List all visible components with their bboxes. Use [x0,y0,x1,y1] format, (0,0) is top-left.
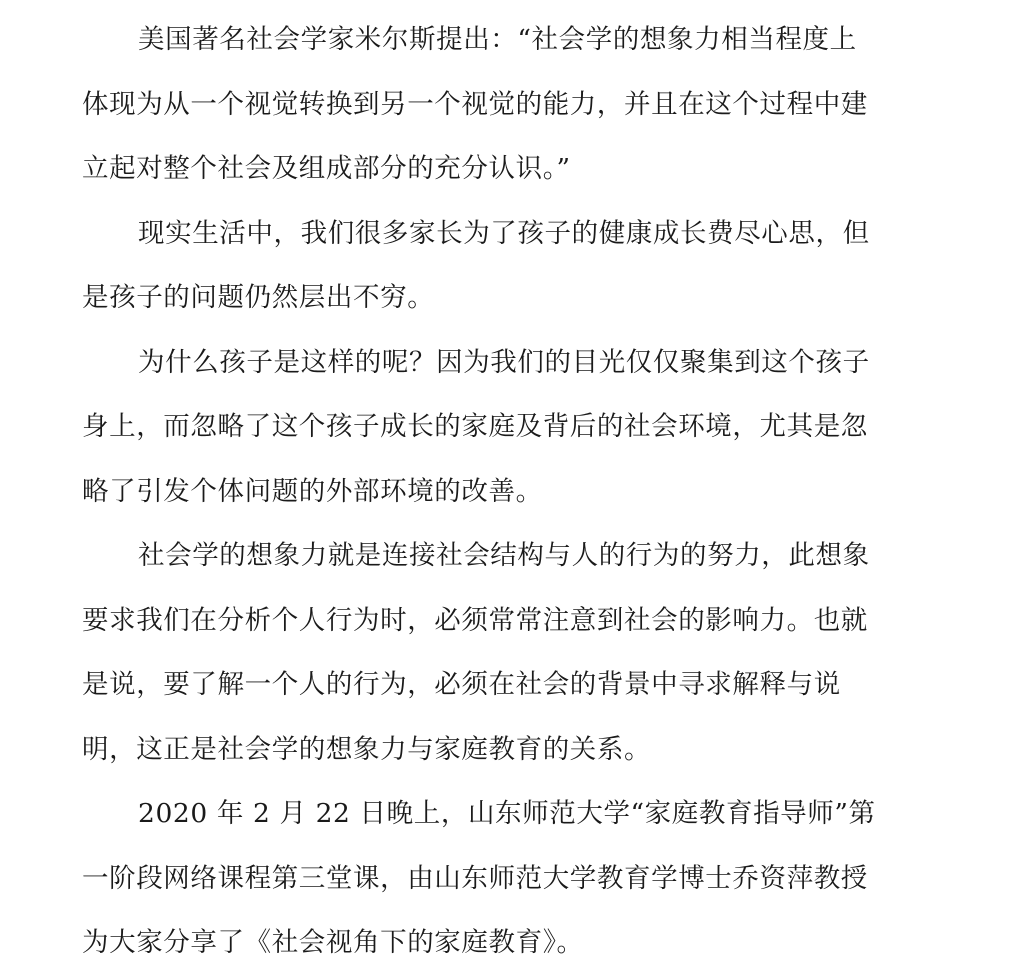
paragraph-2 [82,202,922,331]
text-line: 美国著名社会学家米尔斯提出：“社会学的想象力相当程度上 [138,24,857,55]
text-line: 身上，而忽略了这个孩子成长的家庭及背后的社会环境，尤其是忽 [82,411,868,442]
document-body [82,8,922,976]
text-line: 社会学的想象力就是连接社会结构与人的行为的努力，此想象 [138,540,870,571]
text-line: 要求我们在分析个人行为时，必须常常注意到社会的影响力。也就 [82,604,868,636]
text-line: 立起对整个社会及组成部分的充分认识。” [82,153,571,184]
text-line: 为大家分享了《社会视角下的家庭教育》。 [82,927,584,958]
text-line: 是孩子的问题仍然层出不穷。 [82,282,435,313]
text-line: 现实生活中，我们很多家长为了孩子的健康成长费尽心思，但 [138,217,870,249]
text-line: 略了引发个体问题的外部环境的改善。 [82,475,543,507]
paragraph-1 [82,8,922,202]
text-line: 一阶段网络课程第三堂课，由山东师范大学教育学博士乔资萍教授 [82,862,868,894]
text-line: 是说，要了解一个人的行为，必须在社会的背景中寻求解释与说 [82,669,841,700]
text-line: 明，这正是社会学的想象力与家庭教育的关系。 [82,733,652,765]
paragraph-4 [82,524,922,782]
paragraph-5 [82,782,922,976]
text-line: 体现为从一个视觉转换到另一个视觉的能力，并且在这个过程中建 [82,88,868,120]
text-line: 为什么孩子是这样的呢？因为我们的目光仅仅聚集到这个孩子 [138,346,870,378]
paragraph-3 [82,331,922,525]
text-line: 2020 年 2 月 22 日晚上，山东师范大学“家庭教育指导师”第 [138,798,876,829]
